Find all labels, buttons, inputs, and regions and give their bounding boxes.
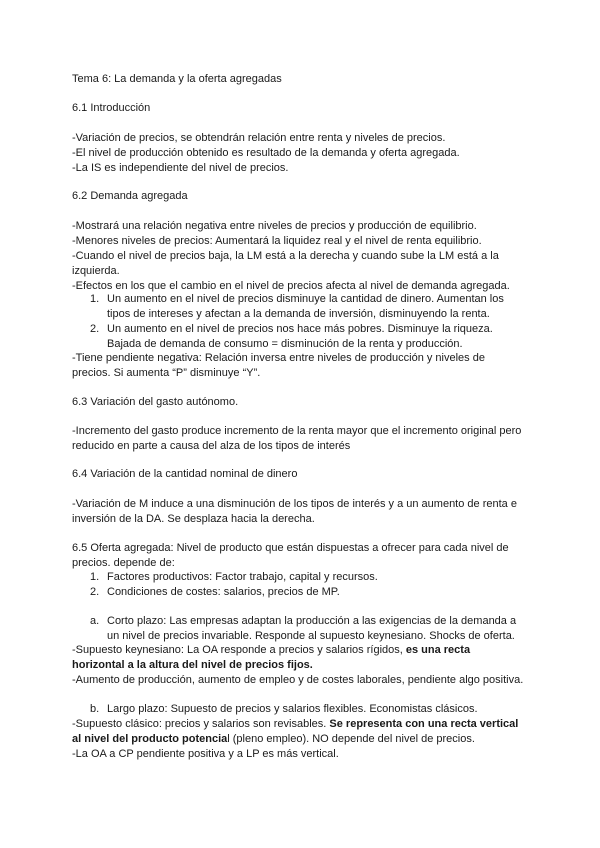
list-text: Factores productivos: Factor trabajo, capital y recursos.	[107, 571, 378, 583]
section-6-1-heading: 6.1 Introducción	[72, 102, 151, 114]
text-line: 6.5 Oferta agregada: Nivel de producto que están dispuestas a ofrecer para cada nivel de	[72, 542, 509, 554]
keynesian-paragraph: -Supuesto keynesiano: La OA responde a precios y salarios rígidos, es una recta horizontal a la altura del nivel de precios fijos. -Aumento de producción, aumento de empleo y de costes laborales, pendiente algo positiva.	[72, 643, 532, 688]
text-line: -Variación de M induce a una disminución de los tipos de interés y a un aumento de renta e	[72, 498, 517, 510]
list-text: Un aumento en el nivel de precios nos hace más pobres. Disminuye la riqueza. Bajada de demanda de consumo = disminución de la renta y producción.	[107, 323, 493, 350]
bold-text: Se representa con una recta vertical	[329, 718, 519, 730]
text-line: -Cuando el nivel de precios baja, la LM está a la derecha y cuando sube la LM está a la	[72, 250, 499, 262]
section-6-1-body	[72, 131, 532, 176]
document-title: Tema 6: La demanda y la oferta agregadas	[72, 73, 282, 85]
list-number: b.	[90, 703, 100, 715]
text-line: -Efectos en los que el cambio en el nivel de precios afecta al nivel de demanda agregada.	[72, 280, 510, 292]
text-line: -Aumento de producción, aumento de empleo y de costes laborales, pendiente algo positiva.	[72, 674, 524, 686]
text-line: precios. Si aumenta “P” disminuye “Y”.	[72, 367, 261, 379]
bold-text: es una recta	[405, 644, 471, 656]
text-line: -Menores niveles de precios: Aumentará la liquidez real y el nivel de renta equilibrio.	[72, 235, 482, 247]
section-6-4-body	[72, 497, 532, 527]
list-text: Largo plazo: Supuesto de precios y salarios flexibles. Economistas clásicos.	[107, 703, 478, 715]
section-6-2-heading: 6.2 Demanda agregada	[72, 190, 188, 202]
list-text: Un aumento en el nivel de precios disminuye la cantidad de dinero. Aumentan los tipos de intereses y afectan a la demanda de inversión, disminuyendo la renta.	[107, 293, 504, 320]
text-line: -Incremento del gasto produce incremento de la renta mayor que el incremento original pero	[72, 425, 522, 437]
section-6-4-heading: 6.4 Variación de la cantidad nominal de dinero	[72, 468, 298, 480]
list-text: Corto plazo: Las empresas adaptan la producción a las exigencias de la demanda a un nivel de precios invariable. Responde al supuesto keynesiano. Shocks de oferta.	[107, 615, 517, 642]
section-6-2-body	[72, 219, 532, 294]
list-number: 2.	[90, 586, 100, 598]
classic-paragraph: -Supuesto clásico: precios y salarios son revisables. Se representa con una recta vertical al nivel del producto potencial (pleno empleo). NO depende del nivel de precios. -La OA a CP pendiente positiva y a LP es más vertical.	[72, 717, 532, 762]
text-line: inversión de la DA. Se desplaza hacia la derecha.	[72, 513, 315, 525]
text-line: precios. depende de:	[72, 557, 175, 569]
list-number: 1.	[90, 571, 100, 583]
text-line: -Tiene pendiente negativa: Relación inversa entre niveles de producción y niveles de	[72, 352, 485, 364]
list-text: Condiciones de costes: salarios, precios de MP.	[107, 586, 340, 598]
bold-text: al nivel del producto potencia	[72, 733, 228, 745]
text-line: -Mostrará una relación negativa entre niveles de precios y producción de equilibrio.	[72, 220, 477, 232]
text-line: izquierda.	[72, 265, 120, 277]
bold-text: horizontal a la altura del nivel de precios fijos.	[72, 659, 313, 671]
text-line: -Variación de precios, se obtendrán relación entre renta y niveles de precios.	[72, 132, 446, 144]
text-line: -La IS es independiente del nivel de precios.	[72, 162, 289, 174]
text-line: -La OA a CP pendiente positiva y a LP es más vertical.	[72, 748, 339, 760]
list-number: 2.	[90, 323, 100, 335]
list-number: 1.	[90, 293, 100, 305]
section-6-2-tail	[72, 351, 532, 381]
text-line: -El nivel de producción obtenido es resultado de la demanda y oferta agregada.	[72, 147, 460, 159]
list-number: a.	[90, 615, 100, 627]
section-6-5-intro	[72, 541, 532, 571]
section-6-3-body	[72, 424, 532, 454]
text-line: reducido en parte a causa del alza de los tipos de interés	[72, 440, 351, 452]
section-6-3-heading: 6.3 Variación del gasto autónomo.	[72, 396, 239, 408]
